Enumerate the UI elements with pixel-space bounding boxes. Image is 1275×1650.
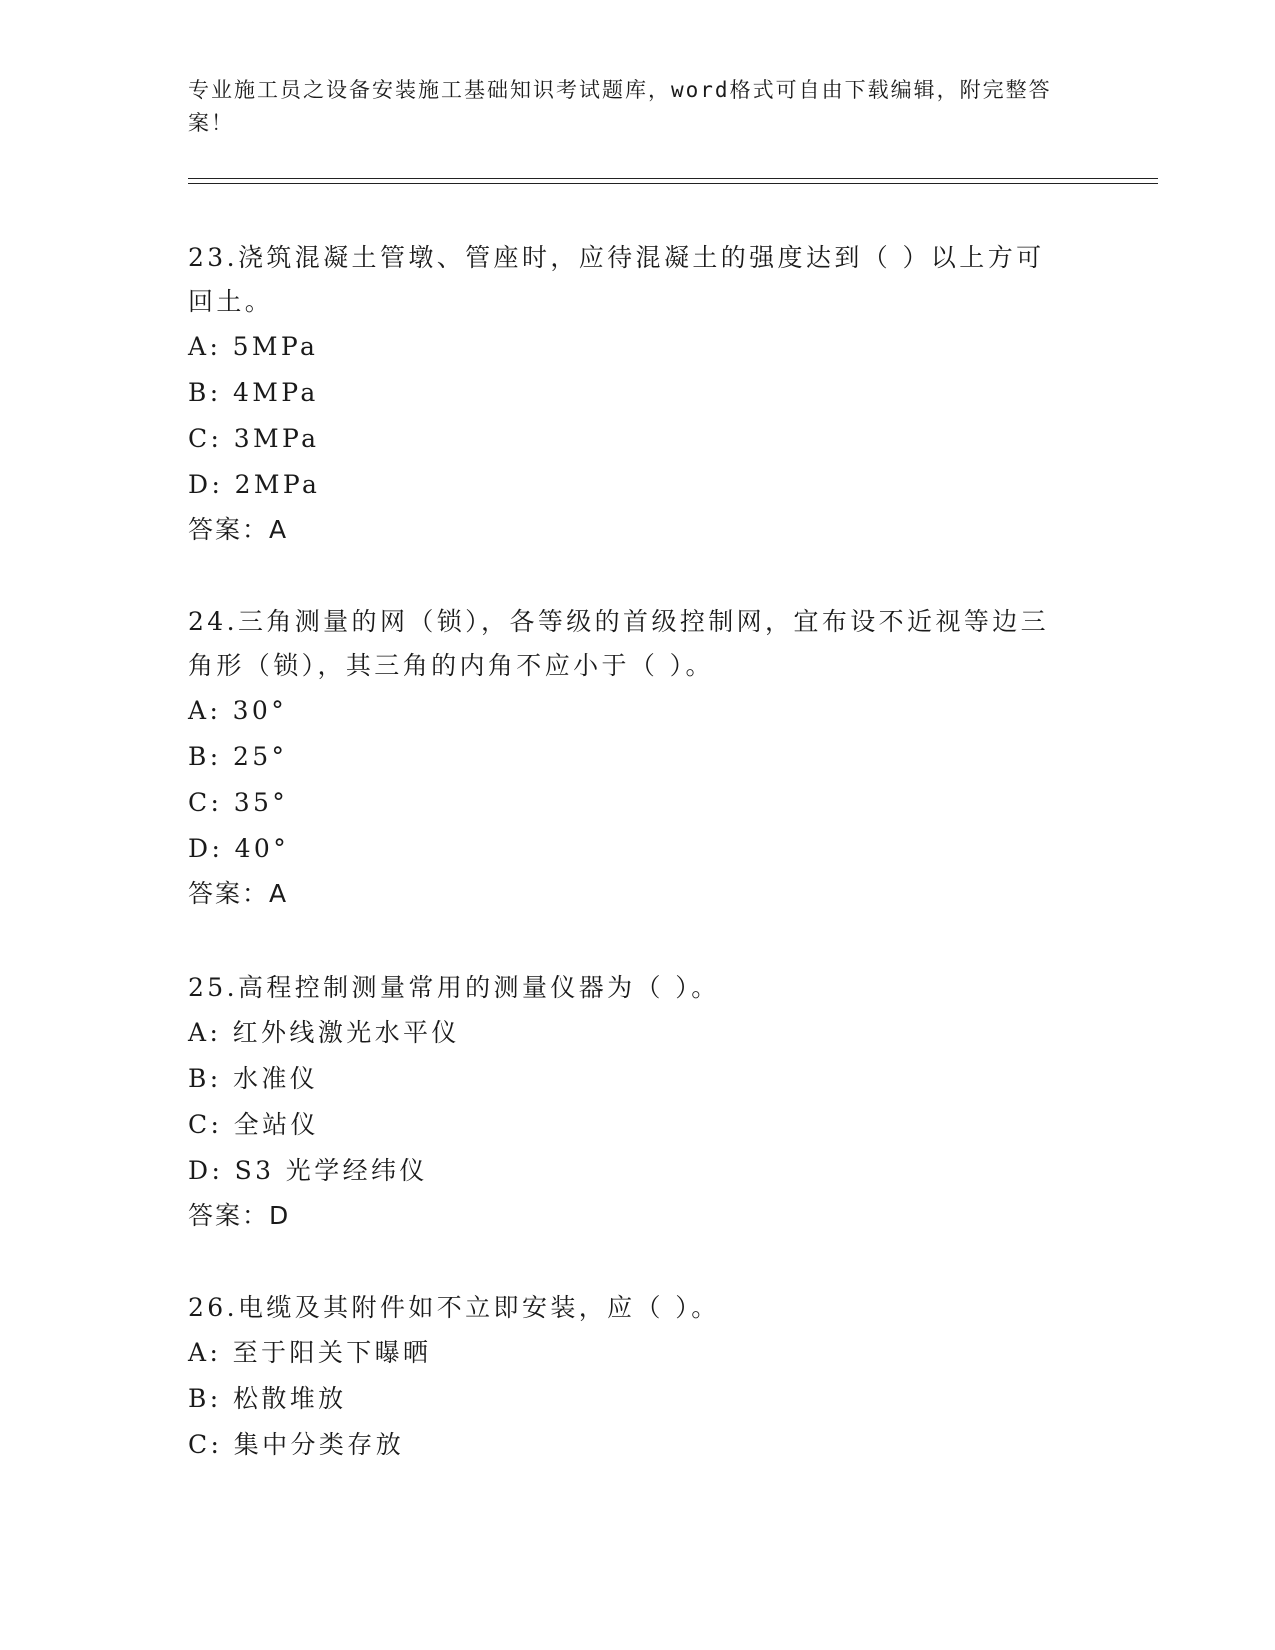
- option-c: C: 3MPa: [188, 424, 320, 453]
- question-25: [188, 966, 1088, 1238]
- question-stem: 25.高程控制测量常用的测量仪器为（ ）。: [188, 973, 720, 1002]
- question-stem: 23.浇筑混凝土管墩、管座时，应待混凝土的强度达到（ ）以上方可回土。: [188, 243, 1045, 316]
- question-stem: 26.电缆及其附件如不立即安装，应（ ）。: [188, 1293, 720, 1322]
- option-c: C: 35°: [188, 788, 289, 817]
- answer-label: 答案：A: [188, 515, 289, 544]
- question-23: [188, 236, 1088, 552]
- answer-label: 答案：D: [188, 1201, 291, 1230]
- option-d: D: 2MPa: [188, 470, 321, 499]
- header-divider-bottom: [188, 183, 1158, 184]
- option-b: B: 4MPa: [188, 378, 319, 407]
- option-c: C: 全站仪: [188, 1110, 319, 1139]
- question-26: [188, 1286, 1088, 1468]
- document-header: 专业施工员之设备安装施工基础知识考试题库，word格式可自由下载编辑，附完整答案！: [188, 78, 1052, 135]
- header-divider-top: [188, 178, 1158, 179]
- option-c: C: 集中分类存放: [188, 1430, 405, 1459]
- option-a: A: 30°: [188, 696, 288, 725]
- option-a: A: 至于阳关下曝晒: [188, 1338, 432, 1367]
- option-b: B: 松散堆放: [188, 1384, 347, 1413]
- option-b: B: 水准仪: [188, 1064, 319, 1093]
- option-b: B: 25°: [188, 742, 288, 771]
- question-stem: 24.三角测量的网（锁），各等级的首级控制网，宜布设不近视等边三角形（锁），其三角的内角不应小于（ ）。: [188, 607, 1050, 680]
- option-d: D: S3 光学经纬仪: [188, 1156, 428, 1185]
- answer-label: 答案：A: [188, 879, 289, 908]
- option-a: A: 红外线激光水平仪: [188, 1018, 460, 1047]
- option-a: A: 5MPa: [188, 332, 319, 361]
- question-24: [188, 600, 1088, 916]
- option-d: D: 40°: [188, 834, 290, 863]
